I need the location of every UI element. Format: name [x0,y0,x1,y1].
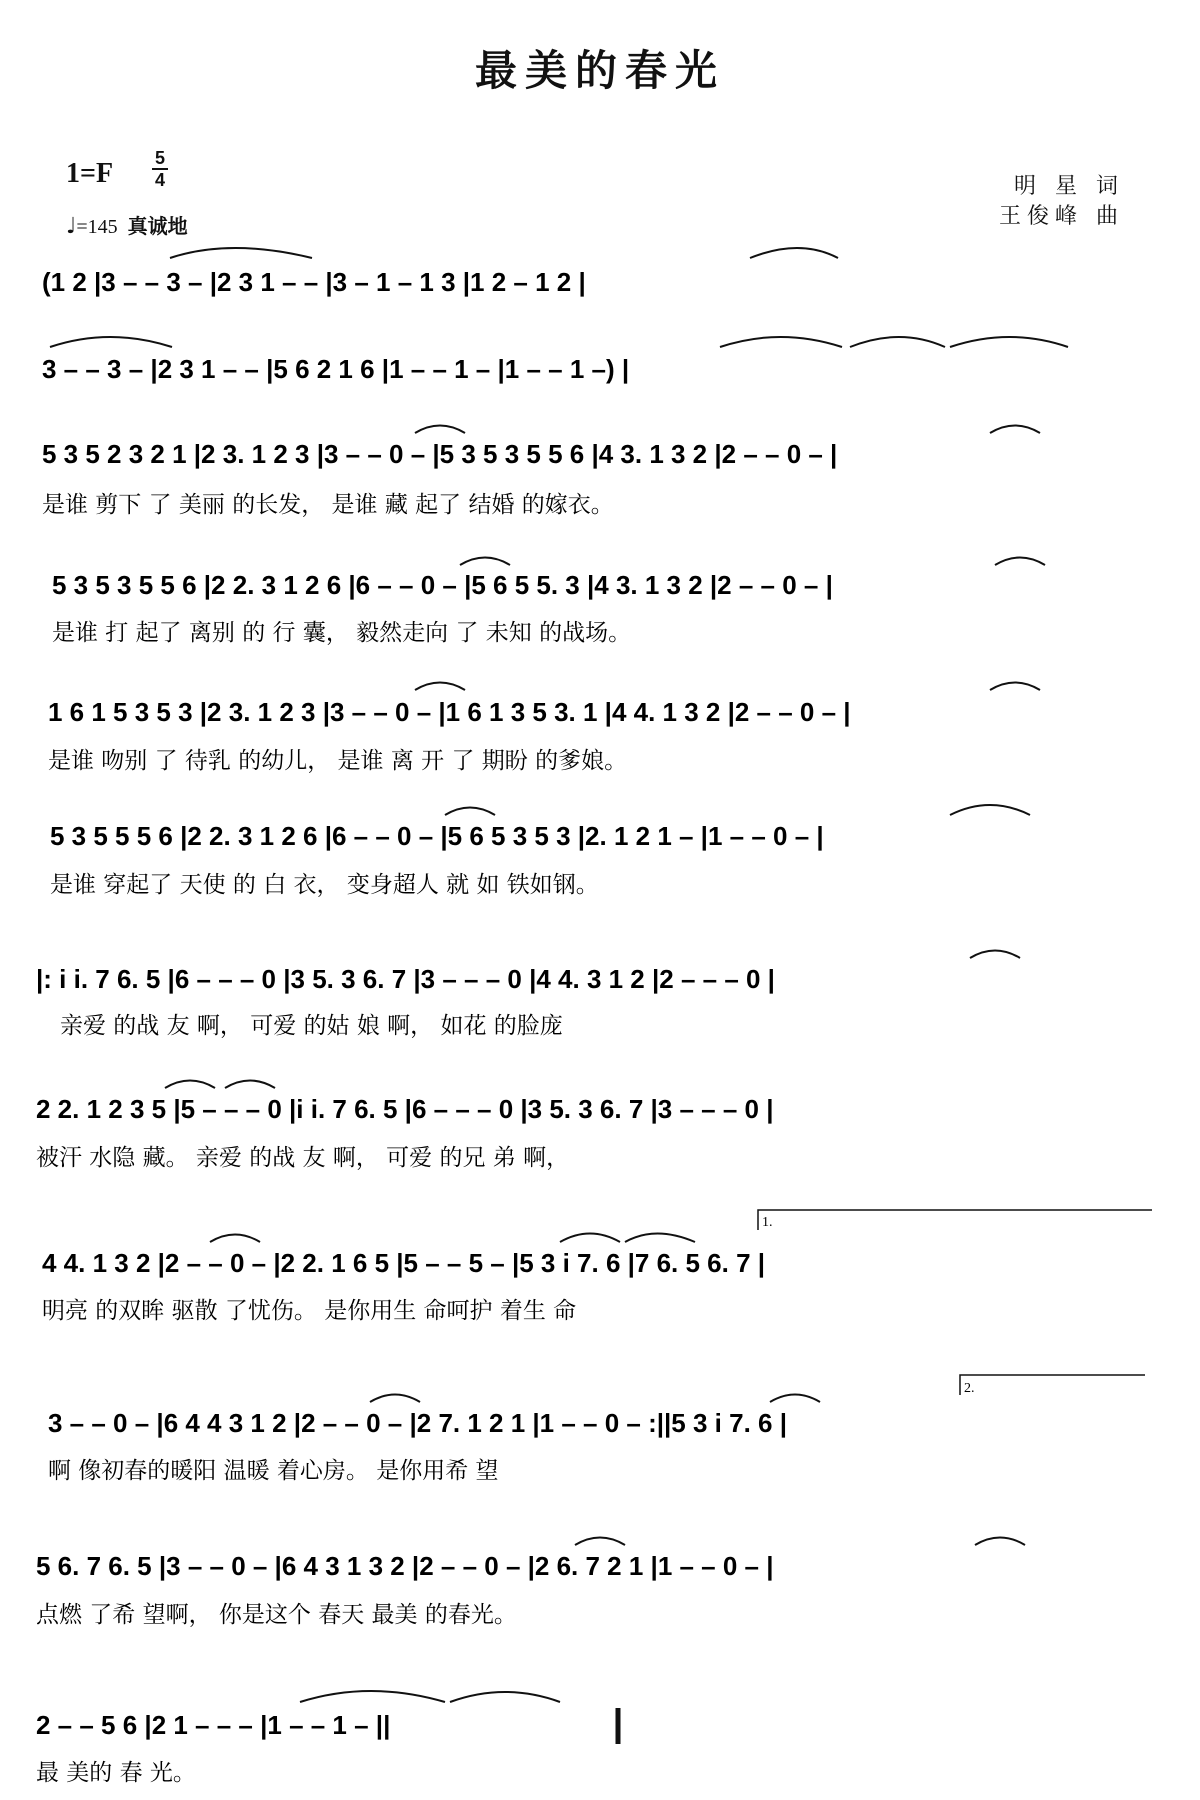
tie-mark [225,1081,275,1089]
tie-mark [990,683,1040,691]
score-row-5 [48,683,1040,775]
tie-mark [50,337,172,347]
meter-numerator: 5 [154,148,165,168]
key-signature: 1=F [66,158,114,189]
notes-row-11: 5 6. 7 6. 5 |3 – – 0 – |6 4 3 1 3 2 |2 – – 0 – |2 6. 7 2 1 |1 – – 0 – | [36,1551,774,1581]
tie-mark [850,337,945,347]
tie-mark [300,1691,445,1702]
tie-mark [720,337,842,347]
tie-mark [445,808,495,816]
second-ending-bracket [960,1375,1145,1395]
score-row-12 [36,1691,618,1786]
lyrics-row-8: 被汗 水隐 藏。 亲爱 的战 友 啊， 可爱 的兄 弟 啊， [36,1145,570,1171]
tie-mark [970,951,1020,959]
notes-row-7: |: i i. 7 6. 5 |6 – – – 0 |3 5. 3 6. 7 |3 – – – 0 |4 4. 3 1 2 |2 – – – 0 | [36,964,775,994]
tie-mark [575,1538,625,1546]
score-row-6 [50,805,1030,898]
tie-mark [170,248,312,258]
tie-mark [415,426,465,434]
expression-marking: 真诚地 [127,214,188,238]
notes-row-10: 3 – – 0 – |6 4 4 3 1 2 |2 – – 0 – |2 7. 1 2 1 |1 – – 0 – :||5 3 i 7. 6 | [48,1408,787,1438]
tie-mark [370,1395,420,1403]
notes-row-1: (1 2 |3 – – 3 – |2 3 1 – – |3 – 1 – 1 3 |1 2 – 1 2 | [42,267,586,297]
tie-mark [770,1395,820,1403]
tie-mark [450,1692,560,1702]
quarter-note-icon: ♩ [66,214,77,239]
score-row-7 [36,951,1020,1040]
composer: 王俊峰 曲 [999,204,1124,229]
notes-row-6: 5 3 5 5 5 6 |2 2. 3 1 2 6 |6 – – 0 – |5 6 5 3 5 3 |2. 1 2 1 – |1 – – 0 – | [50,821,824,851]
score-row-2 [42,337,1068,384]
tie-mark [460,558,510,566]
tie-mark [560,1234,620,1243]
lyrics-row-4: 是谁 打 起了 离别 的 行 囊， 毅然走向 了 未知 的战场。 [52,620,632,646]
tie-mark [975,1538,1025,1546]
first-ending-bracket [758,1210,1152,1230]
tie-mark [990,426,1040,434]
meter-denominator: 4 [154,170,165,190]
lyricist: 明 星 词 [1014,174,1124,199]
score-row-8 [36,1081,773,1172]
lyrics-row-3: 是谁 剪下 了 美丽 的长发， 是谁 藏 起了 结婚 的嫁衣。 [42,492,614,518]
notes-row-2: 3 – – 3 – |2 3 1 – – |5 6 2 1 6 |1 – – 1 – |1 – – 1 –) | [42,354,630,384]
tie-mark [415,683,465,691]
notes-row-3: 5 3 5 2 3 2 1 |2 3. 1 2 3 |3 – – 0 – |5 3 5 3 5 5 6 |4 3. 1 3 2 |2 – – 0 – | [42,439,838,469]
lyrics-row-10: 啊 像初春的暖阳 温暖 着心房。 是你用希 望 [48,1458,499,1484]
tie-mark [995,558,1045,566]
song-title: 最美的春光 [474,46,725,95]
tie-mark [950,805,1030,815]
tie-mark [210,1235,260,1243]
notes-row-4: 5 3 5 3 5 5 6 |2 2. 3 1 2 6 |6 – – 0 – |5 6 5 5. 3 |4 3. 1 3 2 |2 – – 0 – | [52,570,833,600]
first-ending-label: 1. [762,1215,773,1230]
lyrics-row-6: 是谁 穿起了 天使 的 白 衣， 变身超人 就 如 铁如钢。 [50,872,599,898]
score-row-9 [42,1210,1152,1324]
score-row-1 [42,248,838,297]
tie-mark [625,1234,695,1243]
notes-row-9: 4 4. 1 3 2 |2 – – 0 – |2 2. 1 6 5 |5 – – 5 – |5 3 i 7. 6 |7 6. 5 6. 7 | [42,1248,766,1278]
score-row-11 [36,1538,1025,1629]
second-ending-label: 2. [964,1381,975,1396]
lyrics-row-11: 点燃 了希 望啊， 你是这个 春天 最美 的春光。 [36,1602,517,1628]
notes-row-5: 1 6 1 5 3 5 3 |2 3. 1 2 3 |3 – – 0 – |1 6 1 3 5 3. 1 |4 4. 1 3 2 |2 – – 0 – | [48,697,851,727]
lyrics-row-9: 明亮 的双眸 驱散 了忧伤。 是你用生 命呵护 着生 命 [42,1298,577,1324]
lyrics-row-7: 亲爱 的战 友 啊， 可爱 的姑 娘 啊， 如花 的脸庞 [60,1013,563,1039]
tempo-value: =145 [76,216,118,238]
tie-mark [950,337,1068,347]
notes-row-8: 2 2. 1 2 3 5 |5 – – – 0 |i i. 7 6. 5 |6 – – – 0 |3 5. 3 6. 7 |3 – – – 0 | [36,1094,774,1124]
score-row-4 [52,558,1045,647]
notes-row-12: 2 – – 5 6 |2 1 – – – |1 – – 1 – || [36,1710,391,1740]
score-row-3 [42,426,1040,519]
score-row-10 [48,1375,1145,1484]
tie-mark [165,1081,215,1089]
tie-mark [750,248,838,258]
lyrics-row-5: 是谁 吻别 了 待乳 的幼儿， 是谁 离 开 了 期盼 的爹娘。 [48,748,628,774]
lyrics-row-12: 最 美的 春 光。 [36,1760,196,1786]
